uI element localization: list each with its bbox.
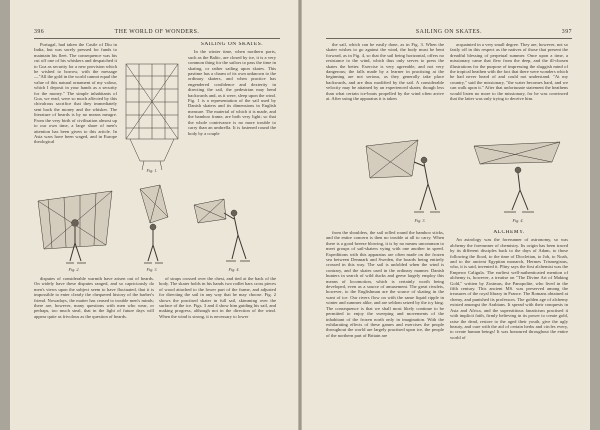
right-page <box>302 0 590 430</box>
right-running-title: SAILING ON SKATES. <box>415 29 483 35</box>
left-page-number: 396 <box>34 29 45 35</box>
right-fig4-skater <box>468 132 568 224</box>
right-col2-bottom-text: An astrology was the forerunner of astronomy, so was alchemy the forerunner of chemistry. Its origin has been traced by its different disciples back to the days of Adam, to those following the flood, to the time of Diocletian, to Job, to Noah, and to the ancient Egyptian monarch, Hermes Trismegistus, who, it is said, invented it. Pliny says the first alchemist was the Emperor Caligula. The earliest well-authenticated mention of alchemy is, however, a treatise on "The Divine Art of Making Gold," written by Zosimus, the Panopolite, who lived in the fifth century. This ancient MS. was preserved among the treasures of the royal library in France. The Romans obtained at chemy, and punished its professors. The golden age of alchemy existed amongst the Arabians. It spread with their conquests in Asia and Africa, and the superstitious fanaticism practised it with implicit faith, firmly believing in its power to create gold, raise the dead, restore to the aged their youth, give the ugly beauty, and cure with the aid of certain herbs and circles every, to create human beings! It was honoured throughout the entire world of <box>450 237 568 340</box>
right-head-rule <box>326 38 572 39</box>
right-col2-top-text: acquainted in a very small degree. They are, however, not so fastly off in this respect as the natives of those that present the dreadful blessing of perpetual summer. Once upon a time, a missionary came that flew from the deep, and the ill-chosen illustrations for the purpose of impressing the sluggish mind of the tropical heathen with the fact that there were wonders which he had never heard of and could not understand. "At my country," said the missionary, "the water becomes hard, and we can walk upon it." After that unfortunate statement the heathens would listen no more to the missionary, for he was convinced that the latter was only trying to deceive him. <box>450 42 568 102</box>
left-col1-bottom-text: disputes of considerable warmth have arisen out of beards. On widely have these disputes ranged, and so capriciously do men's views upon the subject seem to have fluctuated, that it is impossible to enter clearly the chequered history of the barber's friend. Nowadays, the matter has ceased to trouble men's minds; there are, however, many questions with men who wear, or perhaps, too much steal, that in the light of future days will appear quite as frivolous as the question of beards. <box>34 276 154 319</box>
right-page-number: 397 <box>561 29 572 35</box>
right-column-1-top <box>326 42 444 134</box>
fig4-skater-against-wind <box>190 183 274 273</box>
right-running-head <box>326 29 572 37</box>
right-col2-heading: ALCHEMY. <box>493 230 525 235</box>
left-running-title: THE WORLD OF WONDERS. <box>114 29 200 35</box>
left-head-rule <box>34 38 280 39</box>
right-column-2-bottom <box>450 230 568 412</box>
fig1-caption: Fig. 1. <box>146 168 158 173</box>
left-page-edge <box>0 0 10 430</box>
fig3-skater-lowered-sail <box>120 183 184 273</box>
right-fig4-caption: Fig. 4. <box>512 218 524 223</box>
right-fig3-skater <box>360 132 464 224</box>
left-running-head <box>34 29 280 37</box>
fig3-caption: Fig. 3. <box>146 267 158 272</box>
left-column-2-top <box>188 42 276 169</box>
fig1-sail-frame <box>120 56 185 174</box>
left-col2-heading: SAILING ON SKATES. <box>200 42 264 47</box>
right-page-edge <box>590 0 600 430</box>
left-column-1-bottom <box>34 276 154 412</box>
left-page <box>10 0 298 430</box>
fig2-skater-full-sail <box>34 183 116 273</box>
right-col1-top-text: the sail, which can be easily done, as in Fig. 3. When the skater wishes to go against the wind, the body must be bent forward, as in Fig. 4, so that the sail being horizontal, offers no resistance to the wind, which thus only serves to press the skates the better. Exercise is very agreeable, and not very dangerous; the falls made by a learner in practising at the beginning are not serious, as they generally take place backwards, and are thus modified by the sail. A considerable velocity may be attained by an experienced skater, though less than what certain ice-boats propelled by the wind often arrive at. After using the apparatus it is taken <box>326 42 444 102</box>
right-fig3-caption: Fig. 3. <box>414 218 426 223</box>
fig2-caption: Fig. 2. <box>68 267 80 272</box>
right-column-1-bottom <box>326 230 444 412</box>
left-column-1-top <box>34 42 117 165</box>
fig4-caption: Fig. 4. <box>228 267 240 272</box>
left-col1-top-text: Portugal, had taken the Castle of Diu in India, but was sorely pressed for funds to maintain his fleet. The consequence was his cut off one of his whiskers and despatched it to Goa as security for a new provision which he wished to borrow, with the message—"All the gold in the world cannot equal the value of this natural ornament of my valour, which I deposit in your hands as a security for the money." The simple inhabitants of Goa, we read, were so much affected by this chivalrous sacrifice that they immediately sent back the money and the whisker. The literature of beards is by no means meagre. From the very birth of civilisation almost up to our own time, a large share of men's attention has been given to this article. In Asia wars have been waged, and in Europe theological <box>34 42 117 145</box>
left-col2-bottom-text: of straps crossed over the chest, and tied at the back of the body. The skater holds in his hands two rodlet bars cross pieces of wood attached to the lower part of the frame, and adjusted for directing the sail in any way that he may choose. Fig. 2 shows the practised skater in full sail, skimming over the surface of the ice. Figs. 3 and 4 show him guiding his sail, and making progress, although not in the direction of the wind. When the wind is strong, it is necessary to lower <box>159 276 276 319</box>
right-column-2-top <box>450 42 568 134</box>
left-column-2-bottom <box>159 276 276 412</box>
left-col2-top-text: In the winter time, when northern ports, such as the Baltic, are closed by ice, it is a very common thing for the sailors to pass the time in skating, or rather sailing upon skates. This pastime has a charm of its own unknown to the ordinary skaters, and when practice has engendered confidence and dexterity in directing the sail, the pedestrian may bend backwards and, as it were, sleep upon the wind. Fig. 1 is a representation of the sail used by Danish skaters and its dimensions in English measure. The material of which it is made, and the bamboo frame, are both very light; so that the whole contrivance is no more trouble to carry than an umbrella. It is fastened round the body by a couple <box>188 49 276 136</box>
right-col1-bottom-text: from the shoulders, the sail rolled round the bamboo sticks, and the entire concern is then no trouble at all to carry. When there is a good breeze blowing, it is by no means uncommon to meet groups of sail-skaters vying with one another in speed. Expeditions with this apparatus are often made on the frozen sea between Denmark and Sweden, the boards being entirely crossed in this way. The sail is unfolded when the wind is contrary, and the skates used in the ordinary manner. Danish hunters in search of wild ducks and geese largely employ this means of locomotion, which is certainly worth being developed, even as a source of amusement. The great rivulets, however, to the Englishman are the source of skating in the want of ice. Our rivers flow on with the same liquid ripple in winter and summer alike, and are seldom seized by the icy king. The consequence is that we shall most likely continue to be permitted to enjoy the sweeping and movements of the inhabitant of the frozen north only in imagination. With the exhilarating effects of these games and exercises the people throughout the world are largely practised upon ice, the people of the northern part of Britain are <box>326 230 444 338</box>
